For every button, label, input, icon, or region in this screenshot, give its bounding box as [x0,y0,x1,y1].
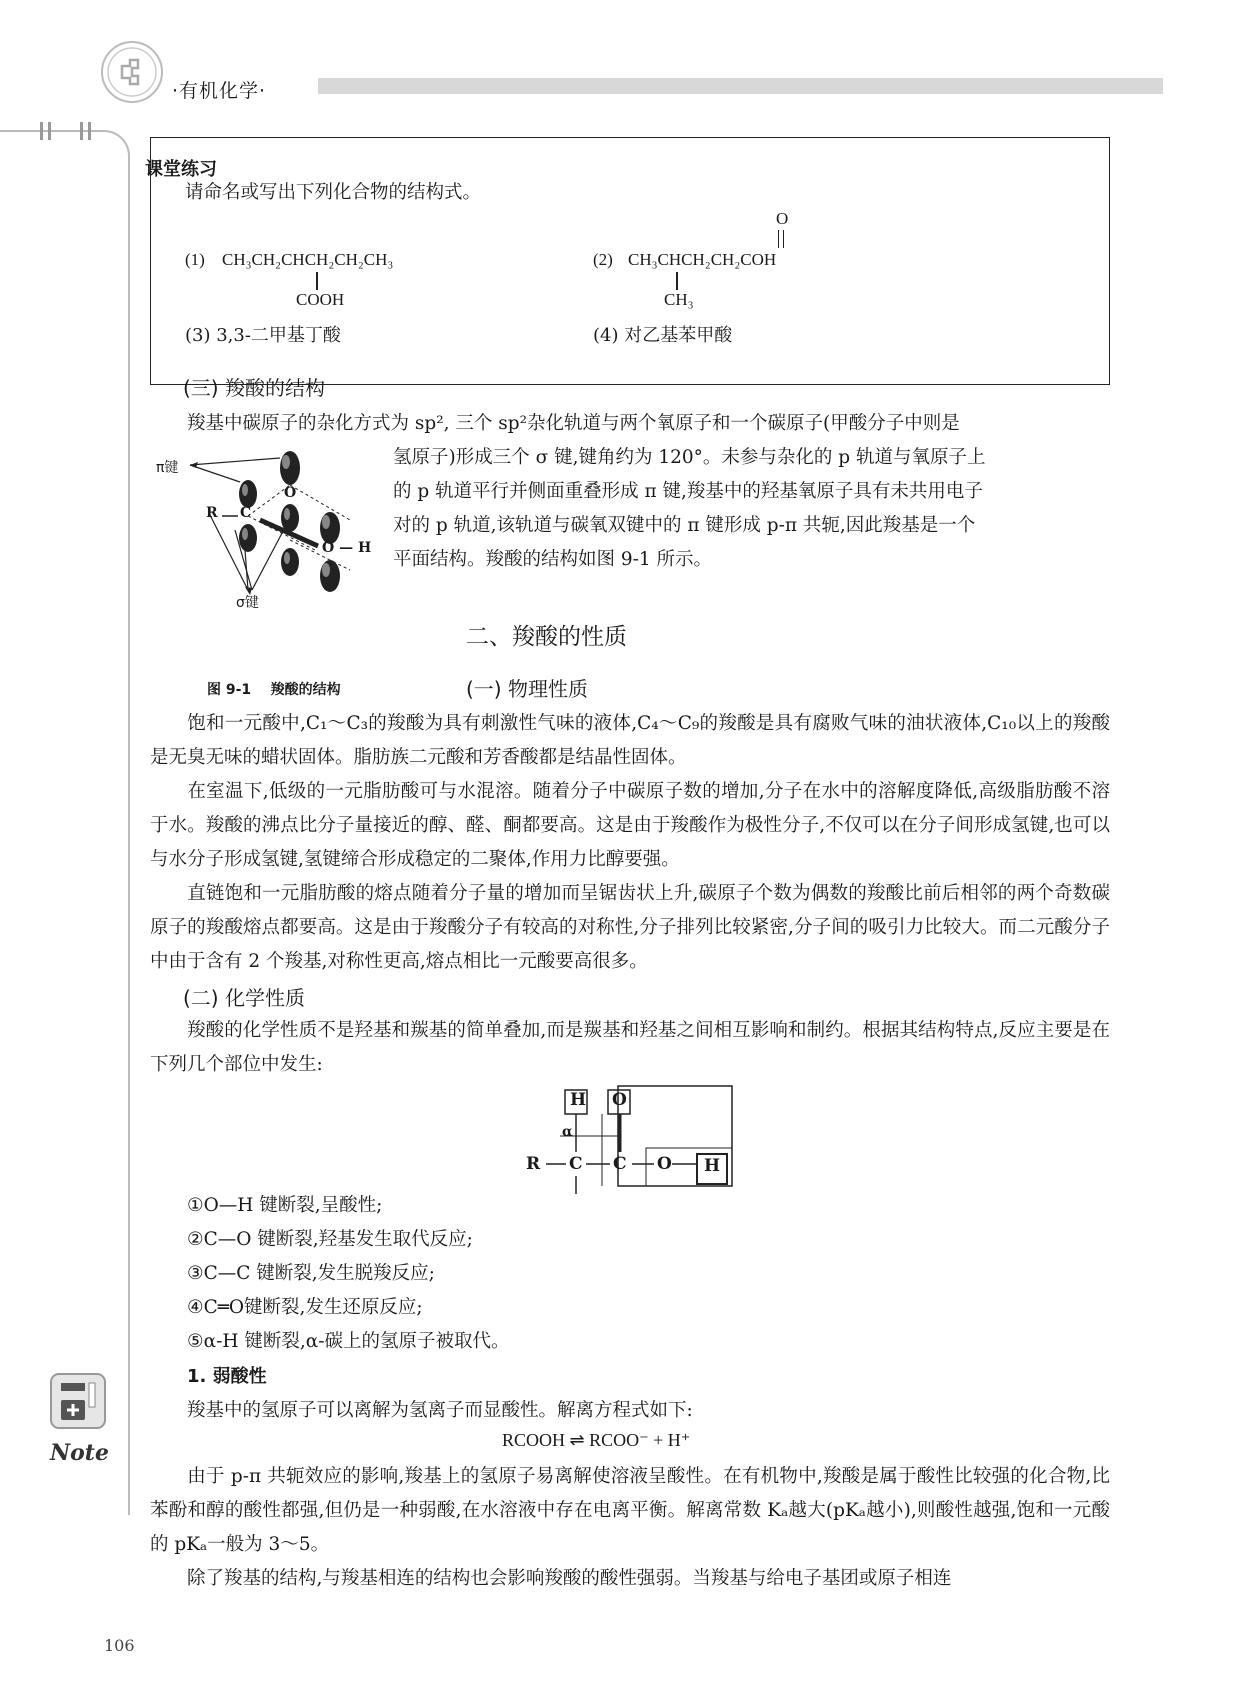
exercise-item2-formula: CH₃CHCH₂CH₂COH [628,250,777,269]
reaction-sites-lines [522,1084,747,1196]
bond-item-2: ②C—O 键断裂,羟基发生取代反应; [187,1229,473,1250]
exercise-item2-top-o: O [776,209,789,228]
physical-paragraph-2-text: 在室温下,低级的一元脂肪酸可与水混溶。随着分子中碳原子数的增加,分子在水中的溶解度降低,高级脂肪酸不溶于水。羧酸的沸点比分子量接近的醇、醛、酮都要高。这是由于羧酸作为极性分子,不仅可以在分子间形成氢键,也可以与水分子形成氢键,氢键缔合形成稳定的二聚体,作用力比醇要强。 [150,781,1110,870]
chemical-paragraph-1 [150,1014,1110,1082]
figure-c-label: C [240,505,252,521]
bond-item-3: ③C—C 键断裂,发生脱羧反应; [187,1263,435,1284]
page-number: 106 [104,1636,135,1655]
site-c2-label: C [613,1154,627,1174]
site-o-label: O [657,1154,672,1174]
structure-line5: 平面结构。羧酸的结构如图 9-1 所示。 [393,549,713,570]
exercise-item2-branch-bond [676,272,678,290]
exercise-item1-branch-bond [316,272,318,290]
exercise-item2-number: (2) [593,250,613,269]
site-h-box-label: H [570,1090,587,1110]
note-label: Note [50,1440,109,1466]
site-c1-label: C [569,1154,583,1174]
margin-rule-mark4 [88,122,91,140]
header-bar [318,78,1163,94]
margin-rule-mark3 [80,122,83,140]
figure-caption: 图 9-1 羧酸的结构 [207,682,341,698]
note-icon [47,1370,109,1432]
header-logo [100,40,164,104]
weak-acid-paragraph-3-text: 除了羧基的结构,与羧基相连的结构也会影响羧酸的酸性强弱。当羧基与给电子基团或原子相连 [187,1568,952,1589]
structure-line2: 氢原子)形成三个 σ 键,键角约为 120°。未参与杂化的 p 轨道与氧原子上 [393,447,986,468]
carboxyl-orbital-diagram [150,440,390,620]
physical-paragraph-1 [150,707,1110,775]
physical-paragraph-1-text: 饱和一元酸中,C₁～C₃的羧酸为具有刺激性气味的液体,C₄～C₉的羧酸是具有腐败气味的油状液体,C₁₀以上的羧酸是无臭无味的蜡状固体。脂肪族二元酸和芳香酸都是结晶性固体。 [150,713,1110,768]
margin-rule-mark2 [48,122,51,140]
exercise-item2-double-bond [778,230,784,248]
site-o-box-label: O [612,1090,627,1110]
figure-oh-label: O — H [322,540,372,556]
physical-paragraph-2 [150,775,1110,877]
chemical-paragraph-1-text: 羧酸的化学性质不是羟基和羰基的简单叠加,而是羰基和羟基之间相互影响和制约。根据其结构特点,反应主要是在下列几个部位中发生: [150,1020,1110,1075]
bond-item-5: ⑤α-H 键断裂,α-碳上的氢原子被取代。 [187,1331,510,1352]
structure-line4: 对的 p 轨道,该轨道与碳氧双键中的 π 键形成 p-π 共轭,因此羧基是一个 [393,515,976,536]
site-h-end-label: H [704,1156,721,1176]
exercise-item1-formula: CH₃CH₂CHCH₂CH₂CH₃ [222,250,394,269]
exercise-instruction: 请命名或写出下列化合物的结构式。 [185,182,482,203]
weak-acid-intro: 羧基中的氢原子可以离解为氢离子而显酸性。解离方程式如下: [187,1400,693,1421]
section-properties-heading: 二、羧酸的性质 [466,624,627,650]
figure-9-1 [150,440,390,620]
figure-sigma-label: σ键 [236,595,259,611]
weak-acid-paragraph-3 [150,1562,1110,1596]
exercise-item3: (3) 3,3-二甲基丁酸 [185,325,341,346]
physical-paragraph-3-text: 直链饱和一元脂肪酸的熔点随着分子量的增加而呈锯齿状上升,碳原子个数为偶数的羧酸比前后相邻的两个奇数碳原子的羧酸熔点都要高。这是由于羧酸分子有较高的对称性,分子排列比较紧密,分子间的吸引力比较大。而二元酸分子中由于含有 2 个羧基,对称性更高,熔点相比一元酸要高很多。 [150,883,1110,972]
reaction-sites-diagram [522,1084,747,1196]
logo-icon [100,40,164,104]
ionization-equation: RCOOH ⇌ RCOO⁻ + H⁺ [502,1430,691,1450]
margin-vertical-line [104,130,130,1515]
bond-item-4: ④C═O键断裂,发生还原反应; [187,1297,423,1318]
margin-rule-mark1 [40,122,43,140]
exercise-item4: (4) 对乙基苯甲酸 [593,325,733,346]
figure-o-label: O [284,485,297,501]
exercise-item1-number: (1) [185,250,205,269]
weak-acid-paragraph-2-text: 由于 p-π 共轭效应的影响,羧基上的氢原子易离解使溶液呈酸性。在有机物中,羧酸是属于酸性比较强的化合物,比苯酚和醇的酸性都强,但仍是一种弱酸,在水溶液中存在电离平衡。解离常数 Kₐ越大(pKₐ越小),则酸性越强,饱和一元酸的 pKₐ一般为 3～5。 [150,1466,1110,1555]
physical-paragraph-3 [150,877,1110,979]
structure-line3: 的 p 轨道平行并侧面重叠形成 π 键,羧基中的羟基氧原子具有未共用电子 [393,481,983,502]
chemical-properties-heading: (二) 化学性质 [183,986,305,1010]
exercise-item1-branch: COOH [296,290,345,309]
site-r-label: R [526,1154,541,1174]
figure-r-label: R [206,505,218,521]
physical-properties-heading: (一) 物理性质 [466,677,588,701]
section-structure-heading: (三) 羧酸的结构 [183,376,325,400]
running-title: ·有机化学· [172,80,267,102]
weak-acid-paragraph-2 [150,1460,1110,1562]
exercise-title: 课堂练习 [145,159,217,180]
weak-acid-heading: 1. 弱酸性 [187,1366,267,1387]
bond-item-1: ①O—H 键断裂,呈酸性; [187,1195,383,1216]
figure-pi-label: π键 [156,460,179,476]
site-alpha-label: α [562,1124,573,1140]
exercise-item2-branch: CH₃ [664,290,694,309]
structure-line1: 羧基中碳原子的杂化方式为 sp², 三个 sp²杂化轨道与两个氧原子和一个碳原子(甲酸分子中则是 [187,413,960,434]
